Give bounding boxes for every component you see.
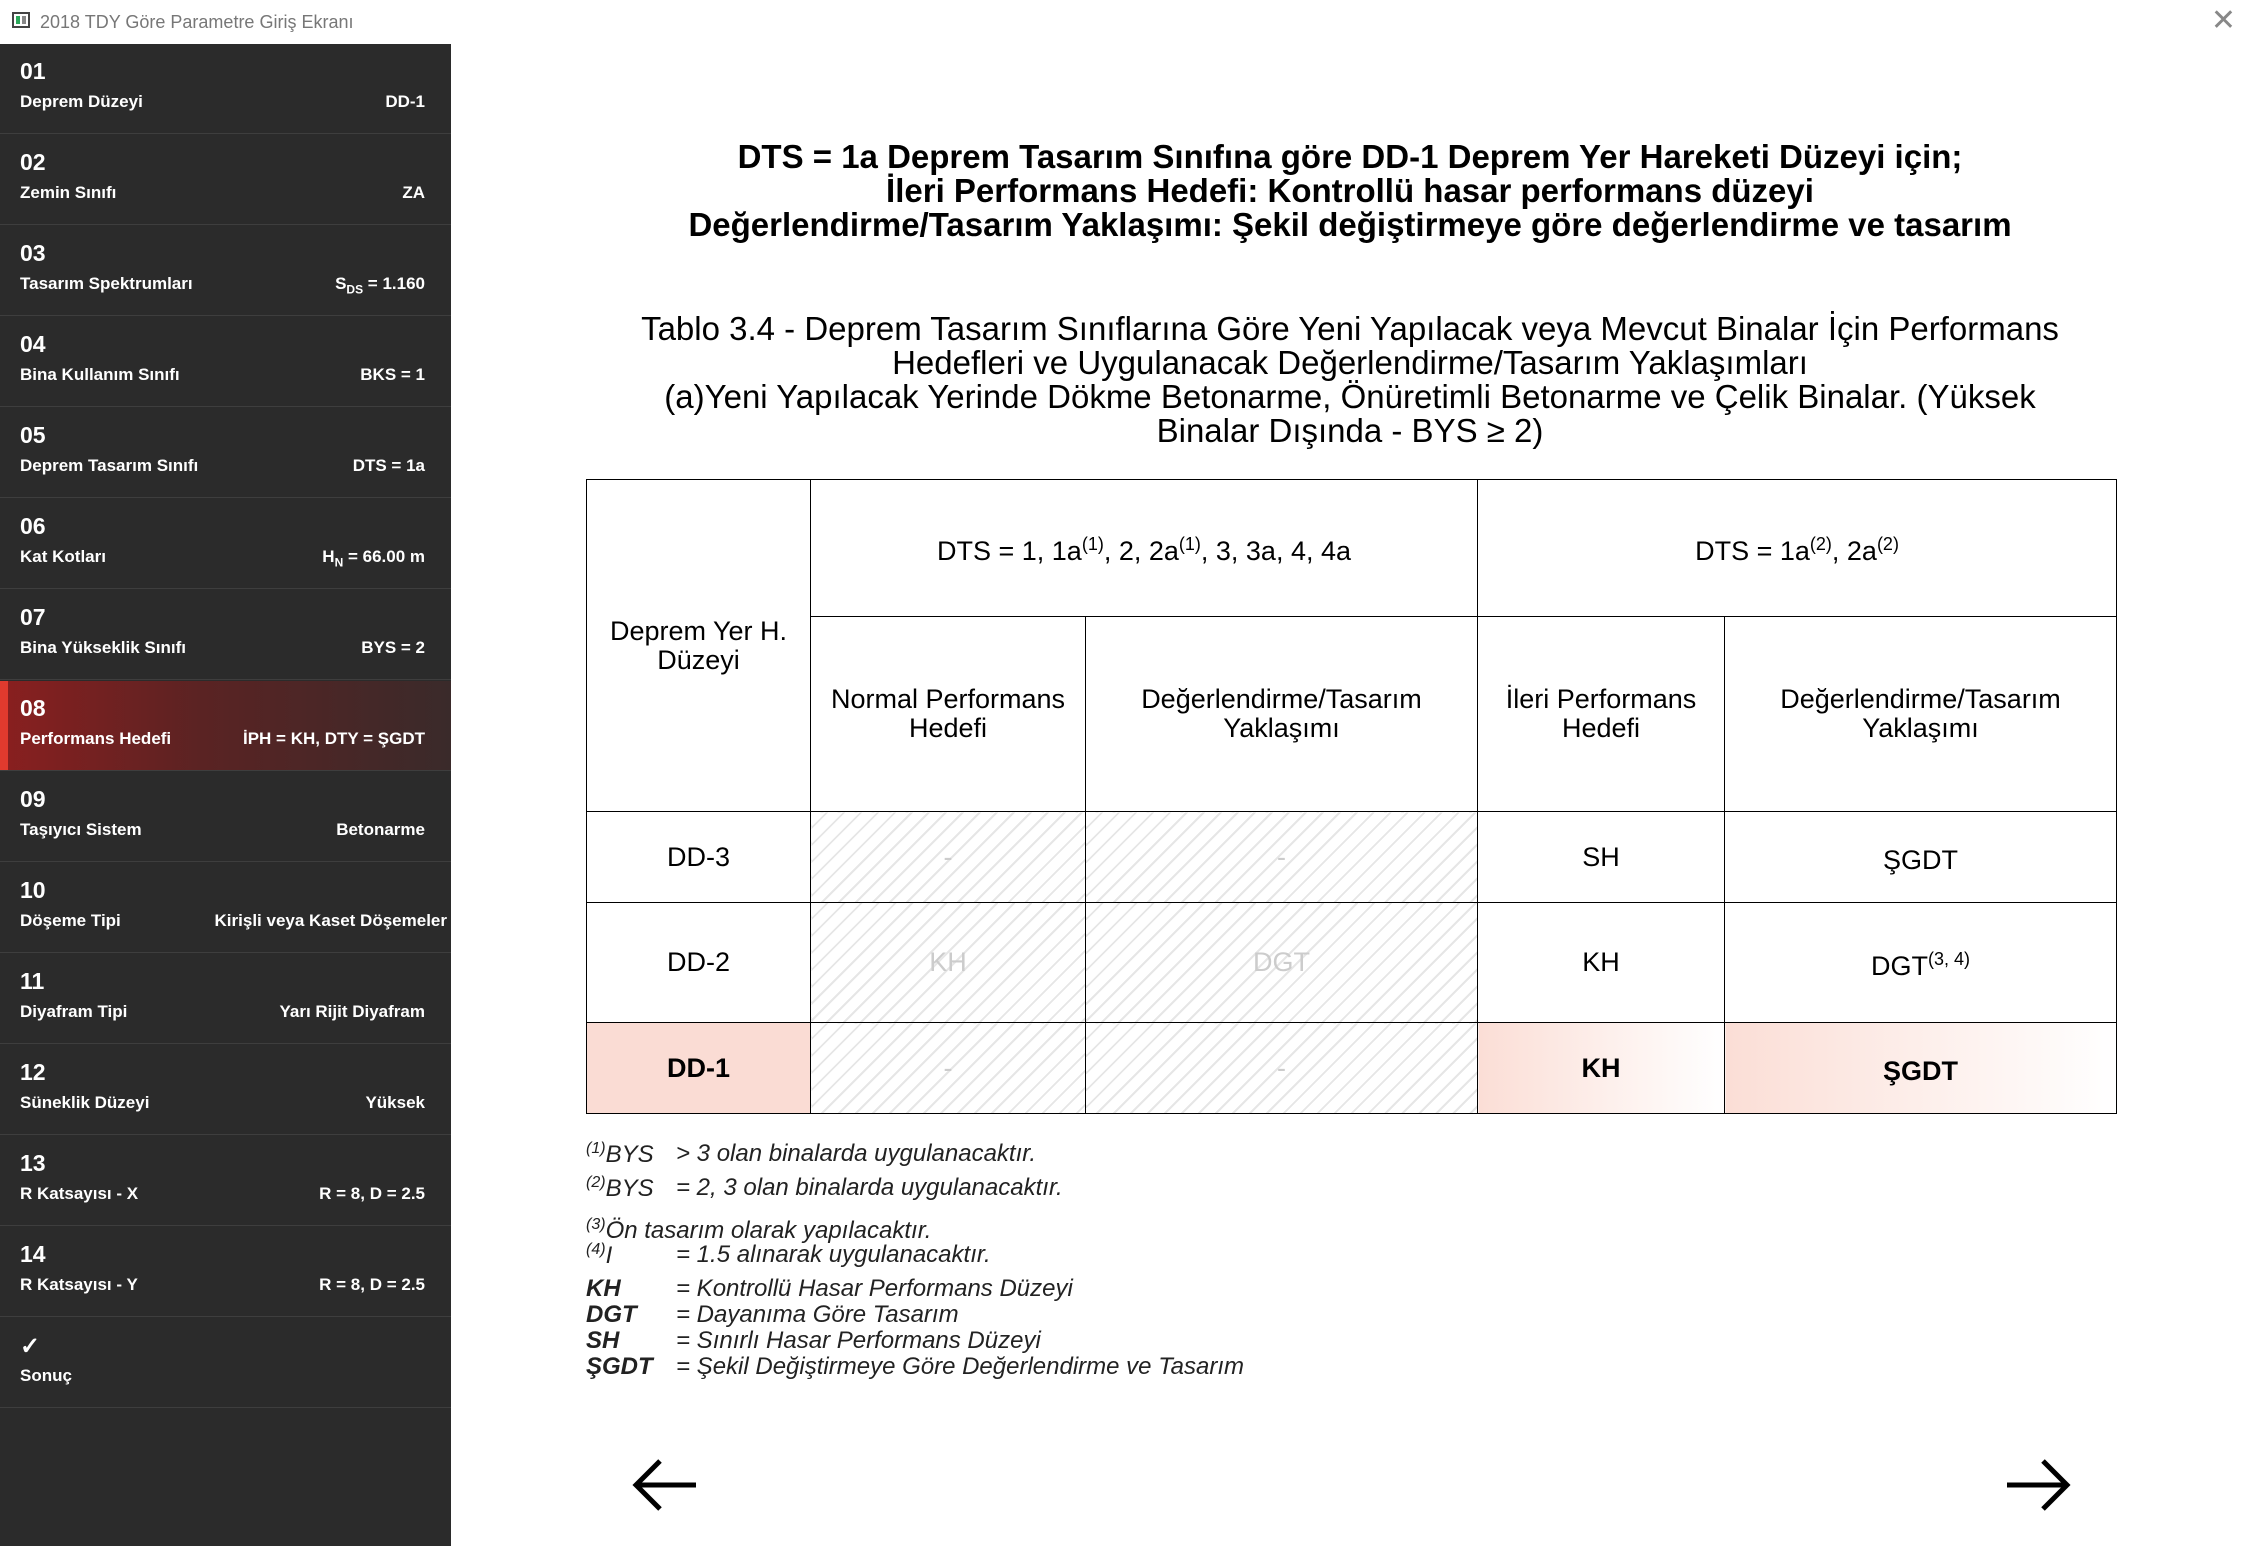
sidebar-item-label: Diyafram Tipi <box>20 1002 128 1021</box>
window-title: 2018 TDY Göre Parametre Giriş Ekranı <box>40 12 354 32</box>
next-button[interactable] <box>2003 1455 2073 1515</box>
heading-line: DTS = 1a Deprem Tasarım Sınıfına göre DD-1 Deprem Yer Hareketi Düzeyi için; <box>737 138 1963 175</box>
sidebar-item-number: 08 <box>20 695 46 721</box>
sidebar-item-label: Deprem Tasarım Sınıfı <box>20 456 199 475</box>
table-cell: - <box>811 812 1086 903</box>
sidebar-item-label: Döşeme Tipi <box>20 911 121 930</box>
sidebar-item-number: 14 <box>20 1241 46 1267</box>
sidebar-item-deprem-tasarim-sinifi[interactable] <box>0 408 451 498</box>
sidebar-item-value: ZA <box>402 183 425 202</box>
sidebar-item-number: 10 <box>20 877 46 903</box>
sidebar-item-deprem-duzeyi[interactable] <box>0 44 451 134</box>
sidebar-item-label: R Katsayısı - X <box>20 1184 139 1203</box>
table-cell: SH <box>1478 812 1725 903</box>
table-cell: KH <box>811 903 1086 1023</box>
back-button[interactable] <box>630 1455 700 1515</box>
sidebar-item-label: Bina Kullanım Sınıfı <box>20 365 180 384</box>
sidebar <box>0 44 451 1546</box>
subheader-advanced-performance: İleri Performans Hedefi <box>1478 617 1725 812</box>
sidebar-item-number: 04 <box>20 331 46 357</box>
table-row-selected <box>587 1023 2117 1114</box>
sidebar-item-number: 07 <box>20 604 46 630</box>
sidebar-item-label: Zemin Sınıfı <box>20 183 117 202</box>
caption-line: Binalar Dışında - BYS ≥ 2) <box>1156 412 1544 449</box>
sidebar-item-value: Betonarme <box>336 820 425 839</box>
table-cell: ŞGDT <box>1725 812 2117 903</box>
heading-line: Değerlendirme/Tasarım Yaklaşımı: Şekil değiştirmeye göre değerlendirme ve tasarım <box>688 206 2012 243</box>
sidebar-item-sonuc[interactable] <box>0 1318 451 1408</box>
caption-line: Hedefleri ve Uygulanacak Değerlendirme/Tasarım Yaklaşımları <box>892 344 1808 381</box>
table-cell: KH <box>1478 903 1725 1023</box>
app-icon <box>12 12 30 28</box>
sidebar-item-label: Tasarım Spektrumları <box>20 274 193 293</box>
sidebar-item-number: 06 <box>20 513 46 539</box>
sidebar-item-value: $H_N = 66.00$ m <box>322 547 425 570</box>
group-header-dts-1: DTS = 1, $1a^{(1)}$, 2, $2a^{(1)}$, 3, 3a, 4, 4a <box>811 480 1478 617</box>
subheader-approach-2: Değerlendirme/Tasarım Yaklaşımı <box>1725 617 2117 812</box>
sidebar-item-r-katsayisi-x[interactable] <box>0 1136 451 1226</box>
sidebar-item-label: Deprem Düzeyi <box>20 92 143 111</box>
table-cell-selected: KH <box>1478 1023 1725 1114</box>
sidebar-item-tasiyici-sistem[interactable] <box>0 772 451 862</box>
sidebar-item-label: Süneklik Düzeyi <box>20 1093 150 1112</box>
sidebar-item-value: İPH = KH, DTY = ŞGDT <box>242 729 425 748</box>
sidebar-item-number: 01 <box>20 58 46 84</box>
sidebar-item-number: 09 <box>20 786 46 812</box>
table-cell-selected: ŞGDT <box>1725 1023 2117 1114</box>
sidebar-item-value: BYS = 2 <box>361 638 425 657</box>
title-bar <box>0 0 2248 44</box>
sidebar-item-label: Bina Yükseklik Sınıfı <box>20 638 186 657</box>
arrow-left-icon <box>630 1455 700 1515</box>
sidebar-item-tasarim-spektrumlari[interactable] <box>0 226 451 316</box>
sidebar-item-value: Yüksek <box>365 1093 425 1112</box>
sidebar-item-bina-yukseklik-sinifi[interactable] <box>0 590 451 680</box>
caption-line: Tablo 3.4 - Deprem Tasarım Sınıflarına Göre Yeni Yapılacak veya Mevcut Binalar İçin Performans <box>641 310 2059 347</box>
sidebar-item-kat-kotlari[interactable] <box>0 499 451 589</box>
sidebar-item-number: 11 <box>20 968 45 994</box>
sidebar-item-diyafram-tipi[interactable] <box>0 954 451 1044</box>
subheader-normal-performance: Normal Performans Hedefi <box>811 617 1086 812</box>
table-row <box>587 903 2117 1023</box>
sidebar-item-label: R Katsayısı - Y <box>20 1275 138 1294</box>
sidebar-item-label: Kat Kotları <box>20 547 106 566</box>
level-cell: DD-3 <box>587 812 811 903</box>
sidebar-item-number: 13 <box>20 1150 46 1176</box>
close-icon[interactable]: ✕ <box>2210 4 2236 37</box>
table-cell: DGT <box>1086 903 1478 1023</box>
sidebar-item-value: Kirişli veya Kaset Döşemeler <box>214 911 447 930</box>
sidebar-item-zemin-sinifi[interactable] <box>0 135 451 225</box>
table-caption <box>600 312 2100 448</box>
heading-line: İleri Performans Hedefi: Kontrollü hasar performans düzeyi <box>886 172 1814 209</box>
table-cell: - <box>811 1023 1086 1114</box>
row-header-cell: Deprem Yer H. Düzeyi <box>587 480 811 812</box>
subheader-approach-1: Değerlendirme/Tasarım Yaklaşımı <box>1086 617 1478 812</box>
sidebar-item-label: Performans Hedefi <box>20 729 172 748</box>
group-header-dts-2: DTS = $1a^{(2)}$, $2a^{(2)}$ <box>1478 480 2117 617</box>
sidebar-item-doseme-tipi[interactable] <box>0 863 451 953</box>
sidebar-item-value: Yarı Rijit Diyafram <box>279 1002 425 1021</box>
sidebar-item-number: 03 <box>20 240 46 266</box>
sidebar-item-value: DTS = 1a <box>352 456 425 475</box>
table-cell: - <box>1086 812 1478 903</box>
caption-line: (a)Yeni Yapılacak Yerinde Dökme Betonarme, Önüretimli Betonarme ve Çelik Binalar. (Yüksek <box>664 378 2036 415</box>
sidebar-item-number: 02 <box>20 149 46 175</box>
sidebar-item-number: 05 <box>20 422 46 448</box>
sidebar-item-value: $S_{DS} = 1.160$ <box>335 274 425 297</box>
checkmark-icon: ✓ <box>20 1333 41 1360</box>
sidebar-item-value: BKS = 1 <box>360 365 425 384</box>
sidebar-item-value: R = 8, D = 2.5 <box>319 1184 425 1203</box>
sidebar-item-label: Sonuç <box>20 1366 72 1385</box>
level-cell-selected: DD-1 <box>587 1023 811 1114</box>
sidebar-item-value: R = 8, D = 2.5 <box>319 1275 425 1294</box>
table-cell: DGT$^{(3, 4)}$ <box>1725 903 2117 1023</box>
sidebar-item-label: Taşıyıcı Sistem <box>20 820 142 839</box>
sidebar-item-number: 12 <box>20 1059 46 1085</box>
performance-table <box>586 479 2117 1114</box>
table-row <box>587 812 2117 903</box>
sidebar-item-suneklik-duzeyi[interactable] <box>0 1045 451 1135</box>
sidebar-item-r-katsayisi-y[interactable] <box>0 1227 451 1317</box>
table-cell: - <box>1086 1023 1478 1114</box>
sidebar-item-performans-hedefi[interactable] <box>0 681 451 771</box>
level-cell: DD-2 <box>587 903 811 1023</box>
arrow-right-icon <box>2003 1455 2073 1515</box>
page-heading <box>600 140 2100 242</box>
sidebar-item-value: DD-1 <box>385 92 425 111</box>
sidebar-item-bina-kullanim-sinifi[interactable] <box>0 317 451 407</box>
